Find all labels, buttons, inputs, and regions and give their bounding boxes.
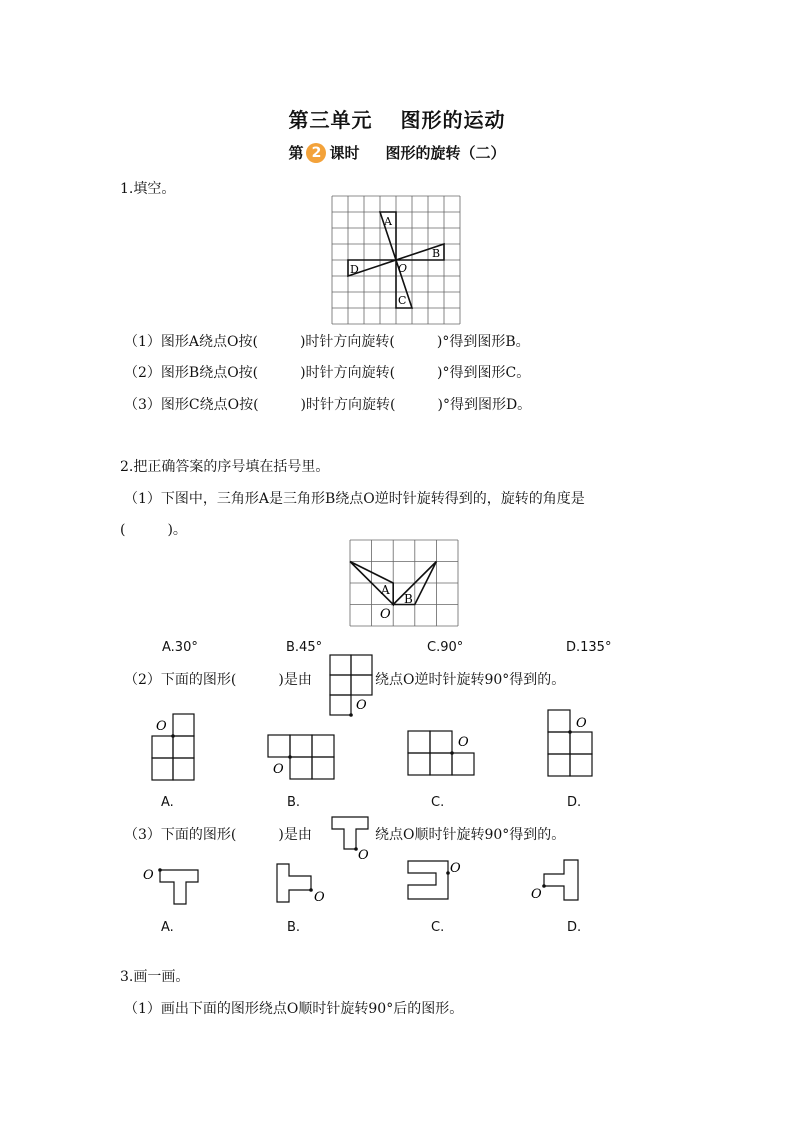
- q1-item-2: （2）图形B绕点O按( )时针方向旋转( )°得到图形C。: [124, 365, 531, 381]
- q2-p2-option-d: D.: [567, 795, 582, 810]
- q2-p2-option-a: A.: [161, 795, 174, 810]
- q1-label-d: D: [350, 263, 359, 276]
- q2-heading: 2.把正确答案的序号填在括号里。: [120, 459, 330, 475]
- lesson-name: 图形的旋转（二）: [385, 144, 506, 162]
- point-o-label: O: [356, 698, 367, 713]
- lesson-title: [0, 142, 794, 163]
- unit-title: 图形的运动: [400, 108, 506, 132]
- q2-p2-option-b-figure: [266, 733, 338, 783]
- unit-number: 第三单元: [288, 108, 373, 132]
- q2-p1-option-b: B.45°: [286, 640, 323, 655]
- q1-grid-figure: [332, 196, 462, 326]
- q2-p3-option-d-figure: [530, 858, 590, 904]
- q3-heading: 3.画一画。: [120, 969, 190, 985]
- q2-p3-option-a-figure: [142, 866, 208, 906]
- point-o-label: O: [358, 848, 369, 863]
- q1-label-a: A: [384, 215, 392, 228]
- q2-part1-line1: （1）下图中，三角形A是三角形B绕点O逆时针旋转得到的，旋转的角度是: [124, 491, 585, 507]
- q2-p1-option-c: C.90°: [427, 640, 464, 655]
- q3-part1: （1）画出下面的图形绕点O顺时针旋转90°后的图形。: [124, 1001, 464, 1017]
- point-o-label: O: [458, 735, 469, 750]
- q2-label-a: A: [381, 583, 390, 597]
- q1-heading: 1.填空。: [120, 181, 176, 197]
- q1-item-3: （3）图形C绕点O按( )时针方向旋转( )°得到图形D。: [124, 397, 532, 413]
- point-o-label: O: [450, 861, 461, 876]
- q1-label-c: C: [398, 294, 407, 307]
- point-o-label: O: [576, 716, 587, 731]
- page-title: [0, 104, 794, 133]
- q2-label-o: O: [380, 607, 391, 622]
- q2-part2-suffix: 绕点O逆时针旋转90°得到的。: [375, 672, 566, 688]
- q2-p3-option-a: A.: [161, 920, 174, 935]
- q2-part3-suffix: 绕点O顺时针旋转90°得到的。: [375, 827, 566, 843]
- q1-item-1: （1）图形A绕点O按( )时针方向旋转( )°得到图形B。: [124, 334, 530, 350]
- q2-p2-option-b: B.: [287, 795, 301, 810]
- lesson-suffix: 课时: [329, 144, 360, 162]
- q2-p2-option-a-figure: [150, 712, 210, 782]
- q2-part2-prefix: （2）下面的图形( )是由: [124, 672, 312, 688]
- q2-p3-option-c-figure: [406, 859, 466, 905]
- q2-part3-prefix: （3）下面的图形( )是由: [124, 827, 312, 843]
- q1-label-b: B: [432, 247, 441, 260]
- point-o-label: O: [314, 890, 325, 905]
- point-o-label: O: [156, 719, 167, 734]
- q2-p2-option-c-figure: [406, 729, 486, 781]
- q2-label-b: B: [404, 592, 413, 606]
- q2-p2-option-d-figure: [546, 708, 618, 780]
- lesson-number-badge: 2: [306, 143, 326, 163]
- q2-grid-lines: [350, 540, 458, 626]
- q2-p3-option-b: B.: [287, 920, 301, 935]
- q2-p2-option-c: C.: [431, 795, 445, 810]
- q2-p3-option-d: D.: [567, 920, 582, 935]
- q2-part1-line2: ( )。: [120, 522, 187, 538]
- q2-p3-option-b-figure: [275, 862, 335, 908]
- point-o-label: O: [143, 868, 154, 883]
- point-o-label: O: [531, 887, 542, 902]
- c-outline: [408, 861, 448, 899]
- lesson-prefix: 第: [288, 144, 304, 162]
- q1-label-o: O: [398, 262, 408, 275]
- q2-p1-option-a: A.30°: [162, 640, 198, 655]
- q2-part3-source-figure: [330, 815, 380, 861]
- q2-grid-figure: [350, 540, 460, 628]
- point-o-label: O: [273, 762, 284, 777]
- q2-p1-option-d: D.135°: [566, 640, 612, 655]
- q2-p3-option-c: C.: [431, 920, 445, 935]
